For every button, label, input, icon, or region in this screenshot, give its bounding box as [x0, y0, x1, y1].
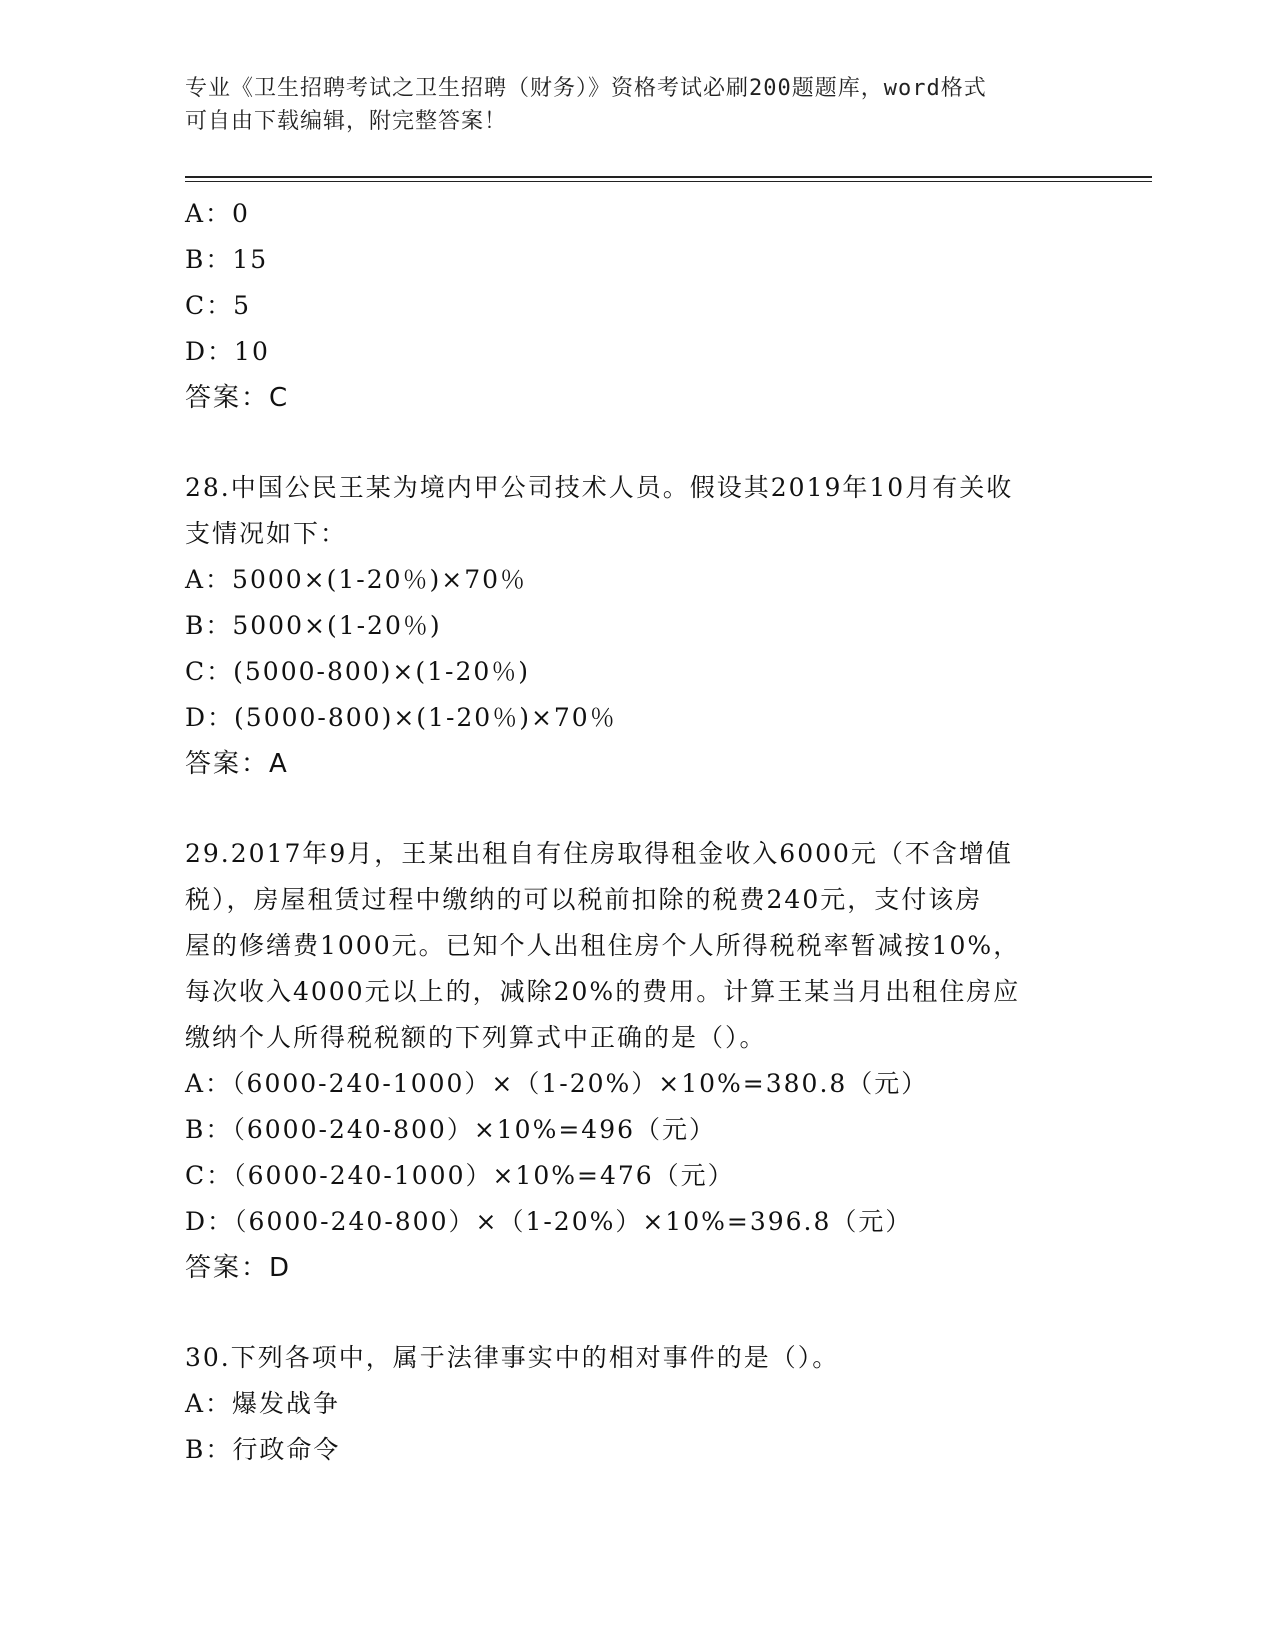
answer-line: 答案：A	[185, 749, 289, 779]
question-gap	[185, 421, 1085, 465]
option-b: B：行政命令	[185, 1435, 341, 1464]
question-stem-line: 每次收入4000元以上的，减除20%的费用。计算王某当月出租住房应	[185, 977, 1021, 1006]
question-29	[185, 831, 1085, 1291]
option-b: B：5000×(1-20％)	[185, 611, 442, 640]
option-a: A：0	[185, 199, 250, 228]
question-stem-line: 缴纳个人所得税税额的下列算式中正确的是（）。	[185, 1023, 767, 1052]
question-stem-line: 支情况如下：	[185, 519, 348, 548]
question-list	[185, 191, 1085, 1473]
header-line-2: 可自由下载编辑，附完整答案！	[185, 109, 508, 134]
option-c: C：5	[185, 291, 252, 320]
header-rule-thin	[185, 181, 1152, 182]
question-stem-line: 屋的修缮费1000元。已知个人出租住房个人所得税税率暂减按10%，	[185, 931, 1021, 960]
option-c: C：(5000-800)×(1-20％)	[185, 657, 531, 686]
option-a: A：5000×(1-20％)×70％	[185, 565, 528, 594]
option-d: D：(5000-800)×(1-20％)×70％	[185, 703, 617, 732]
question-27	[185, 191, 1085, 421]
question-stem-line: 28.中国公民王某为境内甲公司技术人员。假设其2019年10月有关收	[185, 473, 1014, 502]
option-a: A：（6000-240-1000）×（1-20%）×10%=380.8（元）	[185, 1069, 929, 1098]
question-gap	[185, 1291, 1085, 1335]
question-28	[185, 465, 1085, 787]
option-c: C：（6000-240-1000）×10%=476（元）	[185, 1161, 735, 1190]
option-b: B：（6000-240-800）×10%=496（元）	[185, 1115, 717, 1144]
option-d: D：10	[185, 337, 270, 366]
page-header	[185, 72, 1065, 138]
header-rule-thick	[185, 176, 1152, 178]
header-line-1: 专业《卫生招聘考试之卫生招聘（财务）》资格考试必刷200题题库，word格式	[185, 76, 987, 101]
answer-line: 答案：C	[185, 383, 290, 413]
question-gap	[185, 787, 1085, 831]
option-a: A：爆发战争	[185, 1389, 341, 1418]
question-stem-line: 税），房屋租赁过程中缴纳的可以税前扣除的税费240元，支付该房	[185, 885, 983, 914]
question-stem-line: 30.下列各项中，属于法律事实中的相对事件的是（）。	[185, 1343, 840, 1372]
question-30	[185, 1335, 1085, 1473]
question-stem-line: 29.2017年9月，王某出租自有住房取得租金收入6000元（不含增值	[185, 839, 1013, 868]
answer-line: 答案：D	[185, 1253, 292, 1283]
option-d: D：（6000-240-800）×（1-20%）×10%=396.8（元）	[185, 1207, 913, 1236]
option-b: B：15	[185, 245, 269, 274]
